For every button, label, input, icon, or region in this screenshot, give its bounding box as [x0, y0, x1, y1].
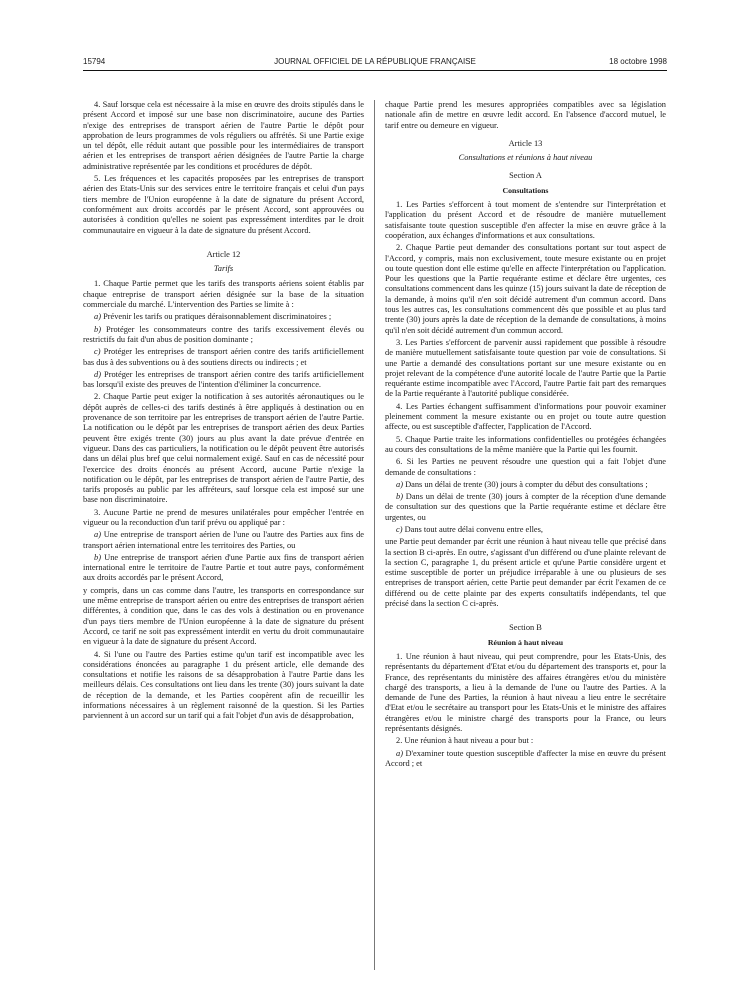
item-label: c) — [396, 524, 403, 534]
issue-date: 18 octobre 1998 — [609, 57, 667, 66]
item-label: b) — [396, 492, 403, 502]
list-item: a) Prévenir les tarifs ou pratiques déraisonnablement discriminatoires ; — [94, 312, 332, 322]
list-item: d) Protéger les entreprises de transport aérien contre des tarifs artificiellement bas lorsqu'il existe des preuves de l'intention d'éliminer la concurrence. — [83, 369, 364, 390]
item-label: a) — [396, 479, 403, 489]
paragraph-continuation: chaque Partie prend les mesures appropriées compatibles avec sa législation nationale afin de mettre en œuvre ledit accord. En l'absence d'accord mutuel, le tarif entre ou demeure en vigueur. — [385, 100, 666, 130]
paragraph: 5. Les fréquences et les capacités proposées par les entreprises de transport aérien des Etats-Unis sur des services entre le territoire français et celui d'un pays tiers membre de l'Union européenne à la date de signature du présent Accord, conformément aux droits accordés par le présent Accord, sont approuvées ou autorisées à condition qu'elles ne soient pas expressément interdites par le droit communautaire en vigueur à la date de signature du présent Accord. — [83, 174, 364, 235]
paragraph: 1. Les Parties s'efforcent à tout moment de s'entendre sur l'interprétation et l'application du présent Accord et de résoudre de manière mutuellement satisfaisante toute question susceptible d'en affecter la mise en œuvre grâce à la coopération, aux échanges d'informations et aux consultations. — [385, 200, 666, 240]
item-label: b) — [94, 324, 101, 334]
paragraph: 2. Chaque Partie peut demander des consultations portant sur tout aspect de l'Accord, y compris, mais non exclusivement, toute mesure existante ou en projet ou toute question dont elle estime qu'elle en affecte l'interprétation ou l'application. Pour les questions que la Partie requérante estime et déclare être urgentes, ces consultations commencent dans les quinze (15) jours suivant la date de réception de la demande, à moins qu'il n'en soit décidé autrement d'un commun accord. Dans tous les autres cas, les consultations commencent dès que possible et au plus tard trente (30) jours après la date de réception de la demande de consultations, à moins qu'il n'en soit décidé autrement d'un commun accord. — [385, 243, 666, 335]
article-heading: Article 12 — [206, 249, 241, 259]
column-divider — [374, 100, 375, 970]
paragraph: 5. Chaque Partie traite les informations confidentielles ou protégées échangées au cours des consultations de la même manière que la Partie qui les fournit. — [385, 434, 666, 454]
section-title: Consultations — [502, 185, 549, 195]
right-column — [385, 100, 666, 771]
list-item: b) Une entreprise de transport aérien d'une Partie aux fins de transport aérien international entre le territoire de l'autre Partie et tout autre pays, conformément aux droits accordés par le présent Accord, — [83, 552, 364, 583]
section-heading: Section A — [509, 171, 542, 181]
left-column — [83, 100, 364, 724]
article-title: Consultations et réunions à haut niveau — [458, 153, 593, 163]
list-item: a) D'examiner toute question susceptible d'affecter la mise en œuvre du présent Accord ; et — [385, 748, 667, 768]
section-heading: Section B — [509, 623, 542, 633]
list-item: b) Dans un délai de trente (30) jours à compter de la réception d'une demande de consultation sur des questions que la Partie requérante estime et déclare être urgentes, ou — [385, 492, 666, 522]
item-label: a) — [396, 748, 403, 758]
paragraph: 6. Si les Parties ne peuvent résoudre une question qui a fait l'objet d'une demande de consultations : — [385, 457, 666, 477]
header-rule — [83, 70, 667, 71]
item-label: a) — [94, 312, 101, 322]
list-item: a) Une entreprise de transport aérien de l'une ou l'autre des Parties aux fins de transport aérien international entre les territoires des Parties, ou — [83, 530, 365, 550]
page-header — [83, 56, 667, 68]
paragraph: 2. Chaque Partie peut exiger la notification à ses autorités aéronautiques ou le dépôt auprès de celles-ci des tarifs destinés à être appliqués à destination ou en provenance de son territoire par les entreprises de transport aérien de l'autre Partie. La notification ou le dépôt par les entreprises de transport aérien des deux Parties peuvent être exigés trente (30) jours au plus avant la date prévue d'entrée en vigueur. Dans des cas particuliers, la notification ou le dépôt peuvent être autorisés dans un délai plus bref que celui normalement exigé. Sauf en cas de nécessité pour l'exercice des droits énoncés au présent Accord, aucune Partie n'exige la notification ou le dépôt, par les entreprises de transport aérien de l'autre Partie, des tarifs proposés au public par les affréteurs, sauf lorsque cela est imposé sur une base non discriminatoire. — [83, 392, 364, 505]
paragraph: 4. Les Parties échangent suffisamment d'informations pour pouvoir examiner pleinement comment la mesure existante ou en projet ou toute autre question affecte, ou est susceptible d'affecter, l'application de l'Accord. — [385, 401, 666, 432]
paragraph-continuation: y compris, dans un cas comme dans l'autre, les transports en correspondance sur une même entreprise de transport aérien ou entre des entreprises de transport aérien différentes, à condition que, dans le cas des vols à destination ou en provenance d'un pays tiers membre de l'Union européenne à la date de signature du présent Accord, ce tarif ne soit pas expressément interdit en vertu du droit communautaire en vigueur à la date de signature du présent Accord. — [83, 585, 364, 647]
paragraph: 4. Si l'une ou l'autre des Parties estime qu'un tarif est incompatible avec les considérations énoncées au paragraphe 1 du présent article, elle demande des consultations et notifie les raisons de sa désapprobation à l'autre Partie dans les meilleurs délais. Ces consultations ont lieu dans les trente (30) jours suivant la date de réception de la demande, et les Parties coopèrent afin de recueillir les informations nécessaires à un règlement raisonné de la question. Si les Parties parviennent à un accord sur un tarif qui a fait l'objet d'un avis de désapprobation, — [83, 649, 364, 721]
paragraph-continuation: une Partie peut demander par écrit une réunion à haut niveau telle que précisé dans la section B ci-après. En outre, s'agissant d'un différend ou d'une plainte relevant de la section C, paragraphe 1, du présent article et qu'une Partie considère urgent et estime susceptible de porter un préjudice irréparable à une ou plusieurs de ses entreprises de transport aérien, cette Partie peut demander par écrit l'examen de ce différend ou de cette plainte par des experts consultatifs indépendants, tel que précisé dans la section C ci-après. — [385, 537, 666, 609]
page-number: 15794 — [83, 57, 106, 66]
list-item: b) Protéger les consommateurs contre des tarifs excessivement élevés ou restrictifs du fait d'un abus de position dominante ; — [83, 324, 364, 344]
paragraph: 3. Aucune Partie ne prend de mesures unilatérales pour empêcher l'entrée en vigueur ou la reconduction d'un tarif prévu ou appliqué par : — [83, 507, 364, 527]
paragraph: 1. Chaque Partie permet que les tarifs des transports aériens soient établis par chaque entreprise de transport aérien désignée sur la base de la situation commerciale du marché. L'intervention des Parties se limite à : — [83, 279, 364, 310]
journal-title: JOURNAL OFFICIEL DE LA RÉPUBLIQUE FRANÇAISE — [274, 57, 476, 66]
section-title: Réunion à haut niveau — [487, 637, 564, 647]
paragraph: 2. Une réunion à haut niveau a pour but : — [396, 736, 534, 746]
list-item: a) Dans un délai de trente (30) jours à compter du début des consultations ; — [396, 479, 648, 489]
item-label: b) — [94, 552, 101, 562]
item-label: d) — [94, 369, 101, 379]
article-title: Tarifs — [213, 264, 234, 274]
list-item: c) Dans tout autre délai convenu entre elles, — [396, 524, 543, 534]
paragraph: 3. Les Parties s'efforcent de parvenir aussi rapidement que possible à résoudre de manière mutuellement satisfaisante toute question par voie de consultations. Si une Partie a demandé des consultations portant sur une mesure existante ou en projet relevant de la compétence d'une autorité locale de l'autre Partie que la Partie requérante estime incompatible avec l'Accord, l'autre Partie fait part des remarques de la Partie requérante à l'autorité publique considérée. — [385, 337, 666, 399]
paragraph: 4. Sauf lorsque cela est nécessaire à la mise en œuvre des droits stipulés dans le présent Accord et imposé sur une base non discriminatoire, aucune des Parties n'exige des entreprises de transport aérien de l'autre Partie le dépôt pour approbation de leurs programmes de vols réguliers ou affrétés. Si une Partie exige un tel dépôt, elle réduit autant que possible pour les intermédiaires de transport aérien et les entreprises de transport aérien désignées de l'autre Partie la charge administrative représentée par les conditions et procédures de dépôt. — [83, 100, 364, 171]
list-item: c) Protéger les entreprises de transport aérien contre des tarifs artificiellement bas dus à des subventions ou à des soutiens directs ou indirects ; et — [83, 347, 364, 367]
item-label: c) — [94, 347, 101, 357]
item-label: a) — [94, 530, 101, 540]
paragraph: 1. Une réunion à haut niveau, qui peut comprendre, pour les Etats-Unis, des représentants du département d'Etat et/ou du département des transports et, pour la France, des représentants du ministère des affaires étrangères et/ou du ministère chargé des transports, a lieu à la demande de l'une ou l'autre des Parties. A la demande de l'une des Parties, la réunion à haut niveau a lieu entre le secrétaire d'Etat et/ou le secrétaire au transport pour les Etats-Unis et le ministre des affaires étrangères et/ou le ministre chargé des transports pour la France, ou leurs représentants désignés. — [385, 651, 666, 734]
article-heading: Article 13 — [508, 138, 543, 148]
